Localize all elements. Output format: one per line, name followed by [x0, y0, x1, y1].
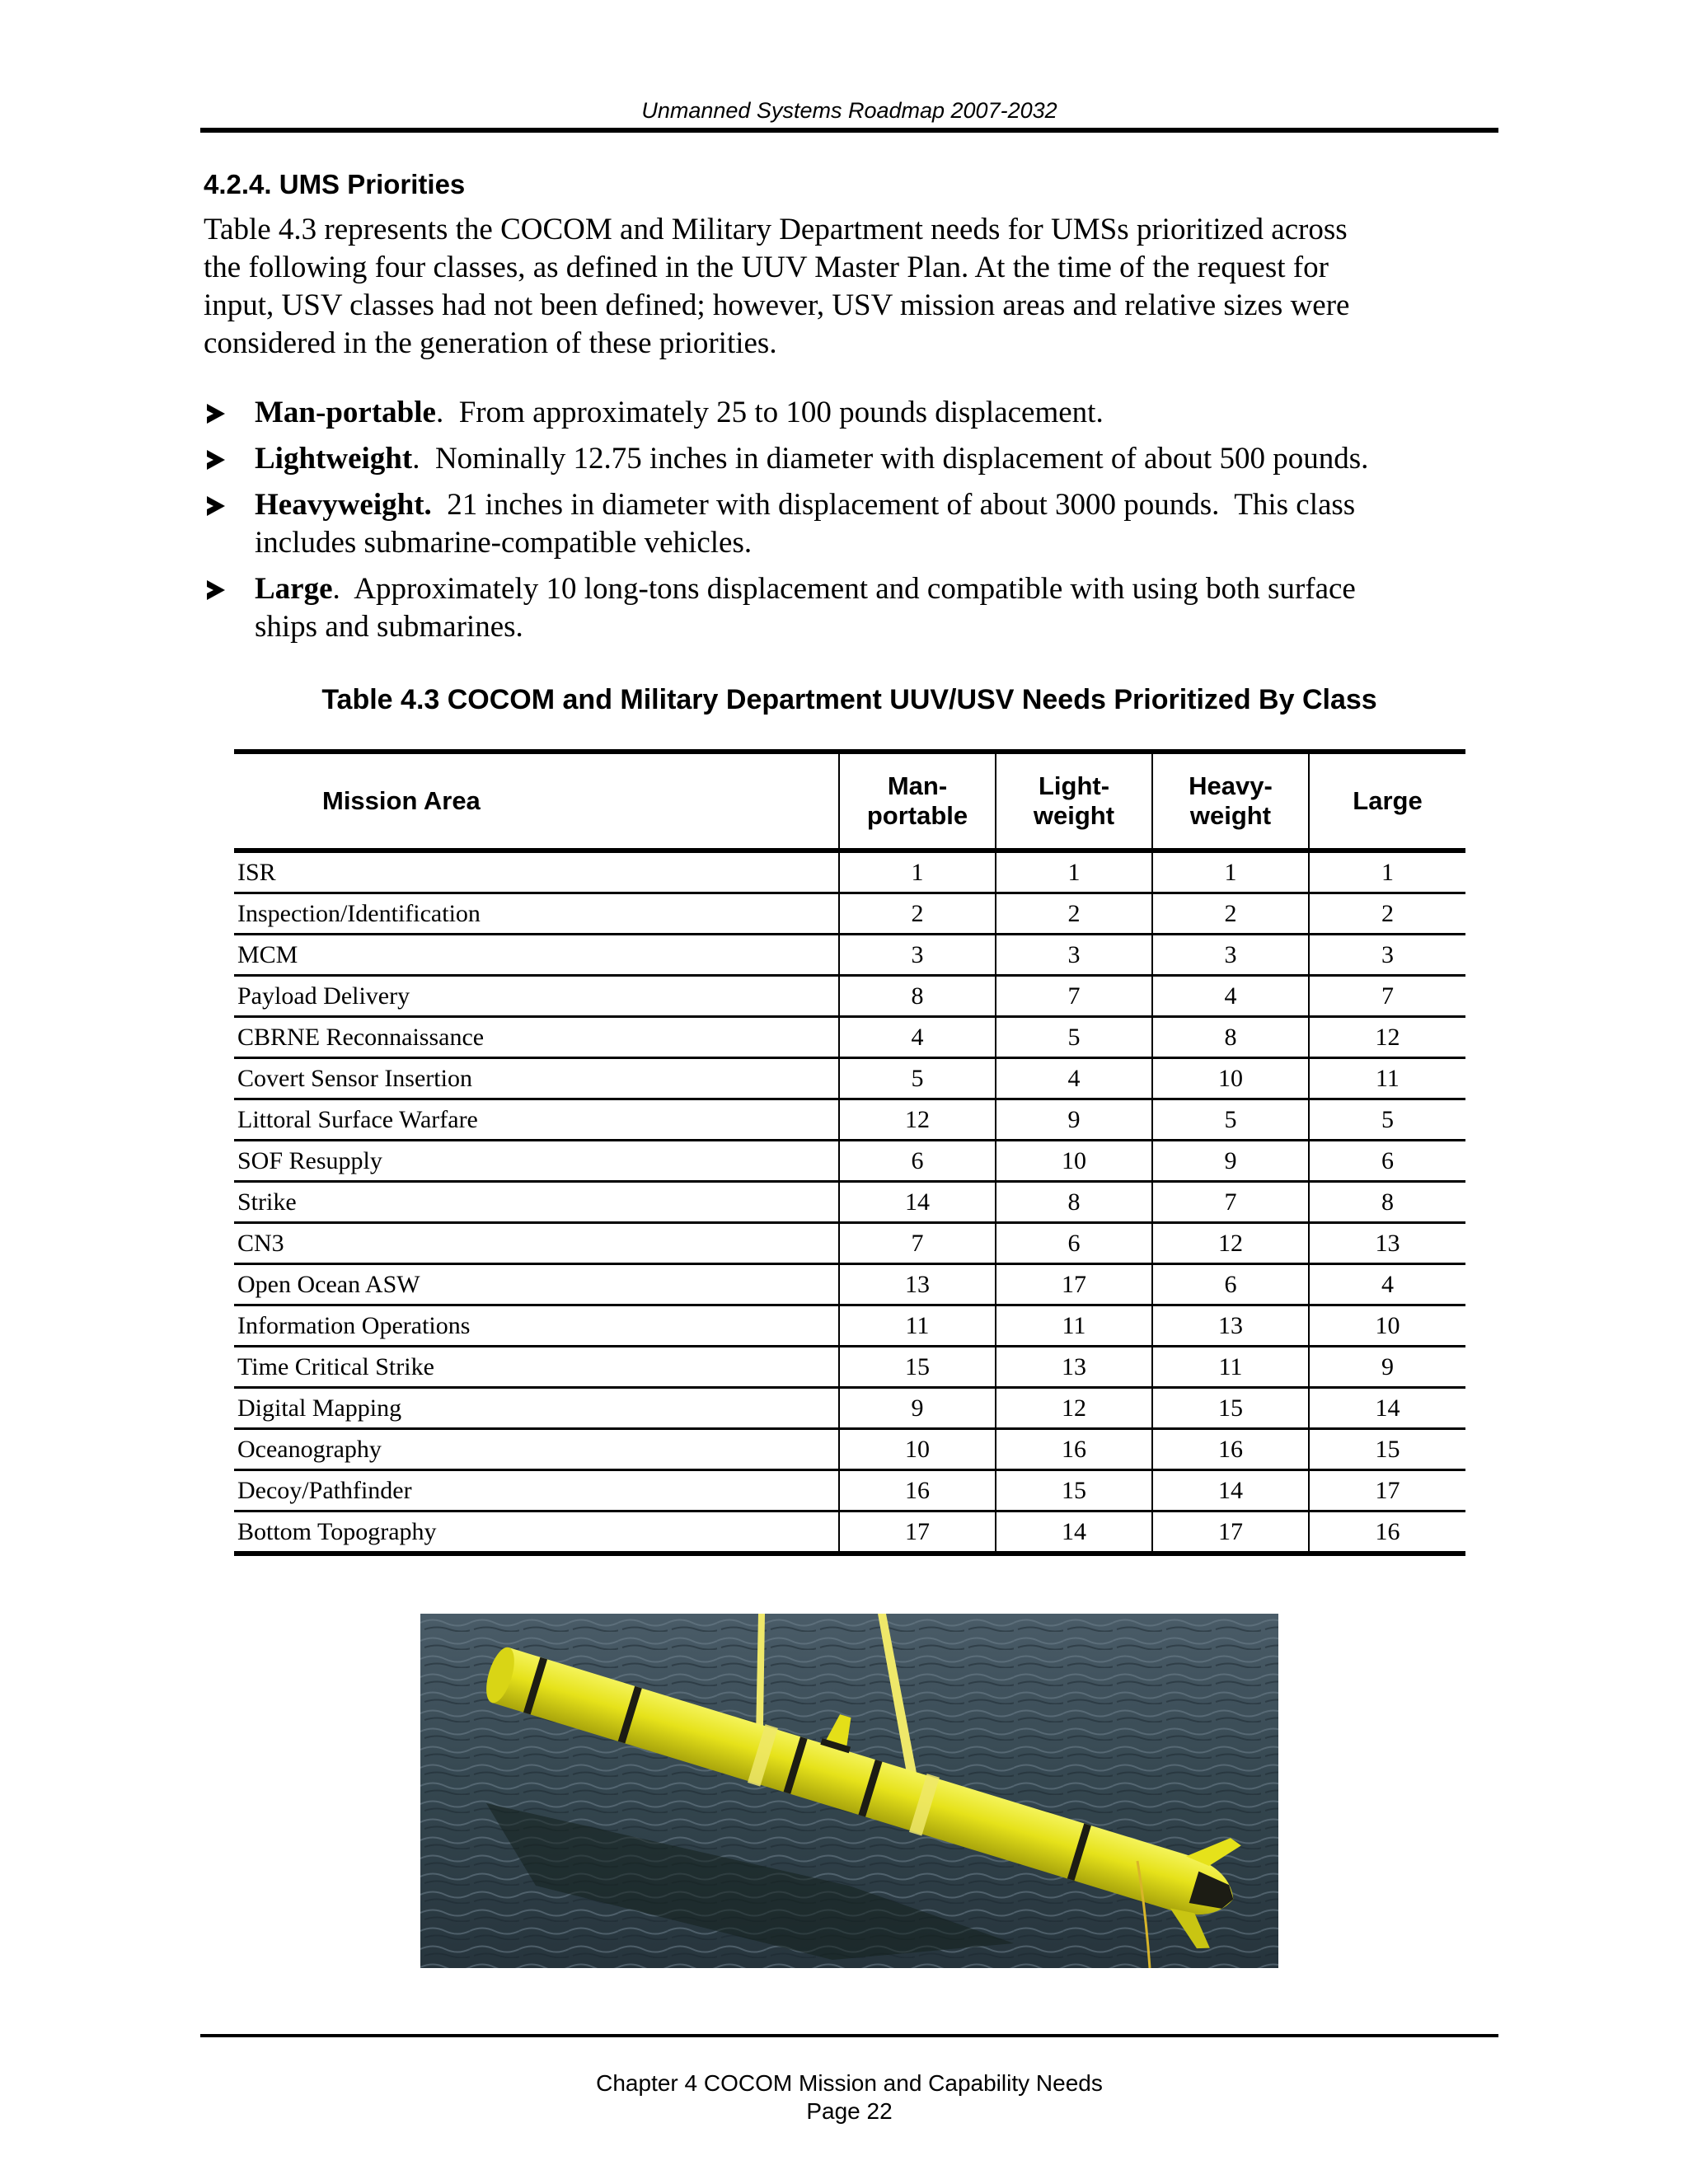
table-header-row: [234, 752, 1465, 851]
priority-cell-lightweight: 12: [996, 1388, 1152, 1429]
bullet-term: Man-portable: [255, 396, 436, 429]
col-header-mission-area: Mission Area: [234, 752, 839, 851]
arrow-bullet-icon: [207, 580, 225, 600]
footer-rule: [200, 2034, 1498, 2037]
table-row: [234, 1223, 1465, 1264]
header-rule: [200, 128, 1498, 133]
priority-cell-lightweight: 7: [996, 976, 1152, 1017]
priority-cell-lightweight: 15: [996, 1470, 1152, 1511]
priority-cell-lightweight: 17: [996, 1264, 1152, 1305]
mission-area-cell: Payload Delivery: [234, 976, 839, 1017]
priority-cell-man-portable: 16: [839, 1470, 996, 1511]
col-header-large: Large: [1309, 752, 1465, 851]
bullet-term: Lightweight: [255, 442, 413, 476]
mission-area-cell: Open Ocean ASW: [234, 1264, 839, 1305]
priority-cell-lightweight: 10: [996, 1141, 1152, 1182]
priority-cell-heavyweight: 15: [1152, 1388, 1309, 1429]
table-row: [234, 1347, 1465, 1388]
priority-cell-large: 4: [1309, 1264, 1465, 1305]
priority-cell-man-portable: 5: [839, 1058, 996, 1099]
bullet-description: Nominally 12.75 inches in diameter with displacement of about 500 pounds.: [420, 442, 1369, 476]
priority-cell-man-portable: 7: [839, 1223, 996, 1264]
uuv-photo-illustration: [420, 1614, 1278, 1968]
table-row: [234, 1470, 1465, 1511]
priority-cell-large: 3: [1309, 935, 1465, 976]
priority-cell-lightweight: 1: [996, 851, 1152, 893]
priority-cell-heavyweight: 6: [1152, 1264, 1309, 1305]
table-caption: Table 4.3 COCOM and Military Department UUV/USV Needs Prioritized By Class: [321, 684, 1377, 715]
priority-cell-heavyweight: 12: [1152, 1223, 1309, 1264]
priority-cell-large: 17: [1309, 1470, 1465, 1511]
uuv-photo: [420, 1614, 1278, 1968]
priority-cell-man-portable: 1: [839, 851, 996, 893]
priority-cell-large: 1: [1309, 851, 1465, 893]
priority-cell-lightweight: 14: [996, 1511, 1152, 1554]
mission-area-cell: Littoral Surface Warfare: [234, 1099, 839, 1141]
priority-cell-large: 7: [1309, 976, 1465, 1017]
priority-cell-heavyweight: 8: [1152, 1017, 1309, 1058]
priority-cell-large: 11: [1309, 1058, 1465, 1099]
page-number: Page 22: [806, 2098, 893, 2124]
mission-area-cell: CN3: [234, 1223, 839, 1264]
priority-cell-man-portable: 2: [839, 893, 996, 935]
priority-cell-man-portable: 9: [839, 1388, 996, 1429]
mission-area-cell: Digital Mapping: [234, 1388, 839, 1429]
arrow-bullet-icon: [207, 450, 225, 470]
mission-area-cell: CBRNE Reconnaissance: [234, 1017, 839, 1058]
mission-area-cell: MCM: [234, 935, 839, 976]
table-row: [234, 851, 1465, 893]
table-row: [234, 1058, 1465, 1099]
table-row: [234, 1099, 1465, 1141]
class-bullet-list: [204, 394, 1506, 654]
mission-area-cell: Decoy/Pathfinder: [234, 1470, 839, 1511]
table-row: [234, 1388, 1465, 1429]
priority-cell-large: 14: [1309, 1388, 1465, 1429]
bullet-description: From approximately 25 to 100 pounds displacement.: [443, 396, 1104, 429]
priority-cell-large: 12: [1309, 1017, 1465, 1058]
table-row: [234, 1264, 1465, 1305]
priority-cell-lightweight: 6: [996, 1223, 1152, 1264]
table-row: [234, 1511, 1465, 1554]
priority-cell-lightweight: 2: [996, 893, 1152, 935]
priority-cell-heavyweight: 7: [1152, 1182, 1309, 1223]
bullet-term: Large: [255, 572, 333, 606]
priority-cell-heavyweight: 17: [1152, 1511, 1309, 1554]
priority-cell-man-portable: 12: [839, 1099, 996, 1141]
section-heading: 4.2.4. UMS Priorities: [204, 169, 466, 199]
priority-cell-lightweight: 3: [996, 935, 1152, 976]
bullet-lightweight: Lightweight. Nominally 12.75 inches in diameter with displacement of about 500 pounds.: [204, 440, 1506, 478]
priority-cell-man-portable: 17: [839, 1511, 996, 1554]
priority-cell-large: 10: [1309, 1305, 1465, 1347]
arrow-bullet-icon: [207, 496, 225, 516]
bullet-term: Heavyweight.: [255, 488, 432, 522]
mission-area-cell: Information Operations: [234, 1305, 839, 1347]
mission-area-cell: Covert Sensor Insertion: [234, 1058, 839, 1099]
priority-cell-large: 2: [1309, 893, 1465, 935]
table-row: [234, 1429, 1465, 1470]
mission-area-cell: Strike: [234, 1182, 839, 1223]
priority-cell-man-portable: 13: [839, 1264, 996, 1305]
mission-area-cell: Bottom Topography: [234, 1511, 839, 1554]
arrow-bullet-icon: [207, 404, 225, 424]
mission-area-cell: SOF Resupply: [234, 1141, 839, 1182]
priority-cell-heavyweight: 3: [1152, 935, 1309, 976]
table-row: [234, 893, 1465, 935]
priority-cell-heavyweight: 2: [1152, 893, 1309, 935]
intro-paragraph: [204, 211, 1506, 363]
mission-area-cell: Oceanography: [234, 1429, 839, 1470]
priority-cell-man-portable: 15: [839, 1347, 996, 1388]
mission-area-cell: Inspection/Identification: [234, 893, 839, 935]
priority-cell-large: 16: [1309, 1511, 1465, 1554]
priority-cell-large: 5: [1309, 1099, 1465, 1141]
priority-cell-lightweight: 16: [996, 1429, 1152, 1470]
priority-cell-heavyweight: 14: [1152, 1470, 1309, 1511]
priority-cell-heavyweight: 11: [1152, 1347, 1309, 1388]
priority-cell-heavyweight: 4: [1152, 976, 1309, 1017]
priority-cell-lightweight: 4: [996, 1058, 1152, 1099]
table-row: [234, 976, 1465, 1017]
table-row: [234, 1305, 1465, 1347]
col-header-lightweight: Light- weight: [996, 752, 1152, 851]
priority-cell-heavyweight: 1: [1152, 851, 1309, 893]
priority-cell-man-portable: 10: [839, 1429, 996, 1470]
priority-cell-man-portable: 3: [839, 935, 996, 976]
intro-line: Table 4.3 represents the COCOM and Military Department needs for UMSs prioritized across: [204, 213, 1348, 246]
bullet-description-continued: includes submarine-compatible vehicles.: [255, 526, 753, 560]
priority-table: [234, 749, 1465, 1556]
priority-cell-large: 8: [1309, 1182, 1465, 1223]
priority-cell-large: 9: [1309, 1347, 1465, 1388]
priority-cell-large: 15: [1309, 1429, 1465, 1470]
priority-cell-heavyweight: 5: [1152, 1099, 1309, 1141]
priority-cell-large: 13: [1309, 1223, 1465, 1264]
priority-cell-lightweight: 9: [996, 1099, 1152, 1141]
priority-cell-man-portable: 6: [839, 1141, 996, 1182]
priority-cell-heavyweight: 13: [1152, 1305, 1309, 1347]
priority-cell-lightweight: 11: [996, 1305, 1152, 1347]
table-row: [234, 1017, 1465, 1058]
bullet-man-portable: Man-portable. From approximately 25 to 100 pounds displacement.: [204, 394, 1506, 432]
priority-cell-man-portable: 11: [839, 1305, 996, 1347]
col-header-heavyweight: Heavy- weight: [1152, 752, 1309, 851]
priority-cell-lightweight: 5: [996, 1017, 1152, 1058]
intro-line: considered in the generation of these priorities.: [204, 326, 777, 360]
mission-area-cell: Time Critical Strike: [234, 1347, 839, 1388]
priority-cell-heavyweight: 10: [1152, 1058, 1309, 1099]
intro-line: input, USV classes had not been defined; however, USV mission areas and relative sizes were: [204, 288, 1350, 322]
mission-area-cell: ISR: [234, 851, 839, 893]
priority-cell-lightweight: 13: [996, 1347, 1152, 1388]
priority-cell-large: 6: [1309, 1141, 1465, 1182]
priority-cell-lightweight: 8: [996, 1182, 1152, 1223]
bullet-large: Large. Approximately 10 long-tons displacement and compatible with using both surface ships and submarines.: [204, 570, 1506, 646]
priority-cell-heavyweight: 9: [1152, 1141, 1309, 1182]
priority-cell-man-portable: 4: [839, 1017, 996, 1058]
col-header-man-portable: Man- portable: [839, 752, 996, 851]
table-row: [234, 935, 1465, 976]
table-row: [234, 1182, 1465, 1223]
intro-line: the following four classes, as defined in the UUV Master Plan. At the time of the request for: [204, 251, 1329, 284]
bullet-description: Approximately 10 long-tons displacement and compatible with using both surface: [340, 572, 1356, 606]
priority-cell-man-portable: 14: [839, 1182, 996, 1223]
priority-cell-heavyweight: 16: [1152, 1429, 1309, 1470]
footer-chapter-title: Chapter 4 COCOM Mission and Capability Needs: [596, 2070, 1103, 2096]
table-row: [234, 1141, 1465, 1182]
running-header: Unmanned Systems Roadmap 2007-2032: [641, 98, 1057, 123]
bullet-description: 21 inches in diameter with displacement of about 3000 pounds. This class: [431, 488, 1356, 522]
priority-cell-man-portable: 8: [839, 976, 996, 1017]
bullet-description-continued: ships and submarines.: [255, 610, 523, 644]
bullet-heavyweight: [204, 486, 1506, 562]
